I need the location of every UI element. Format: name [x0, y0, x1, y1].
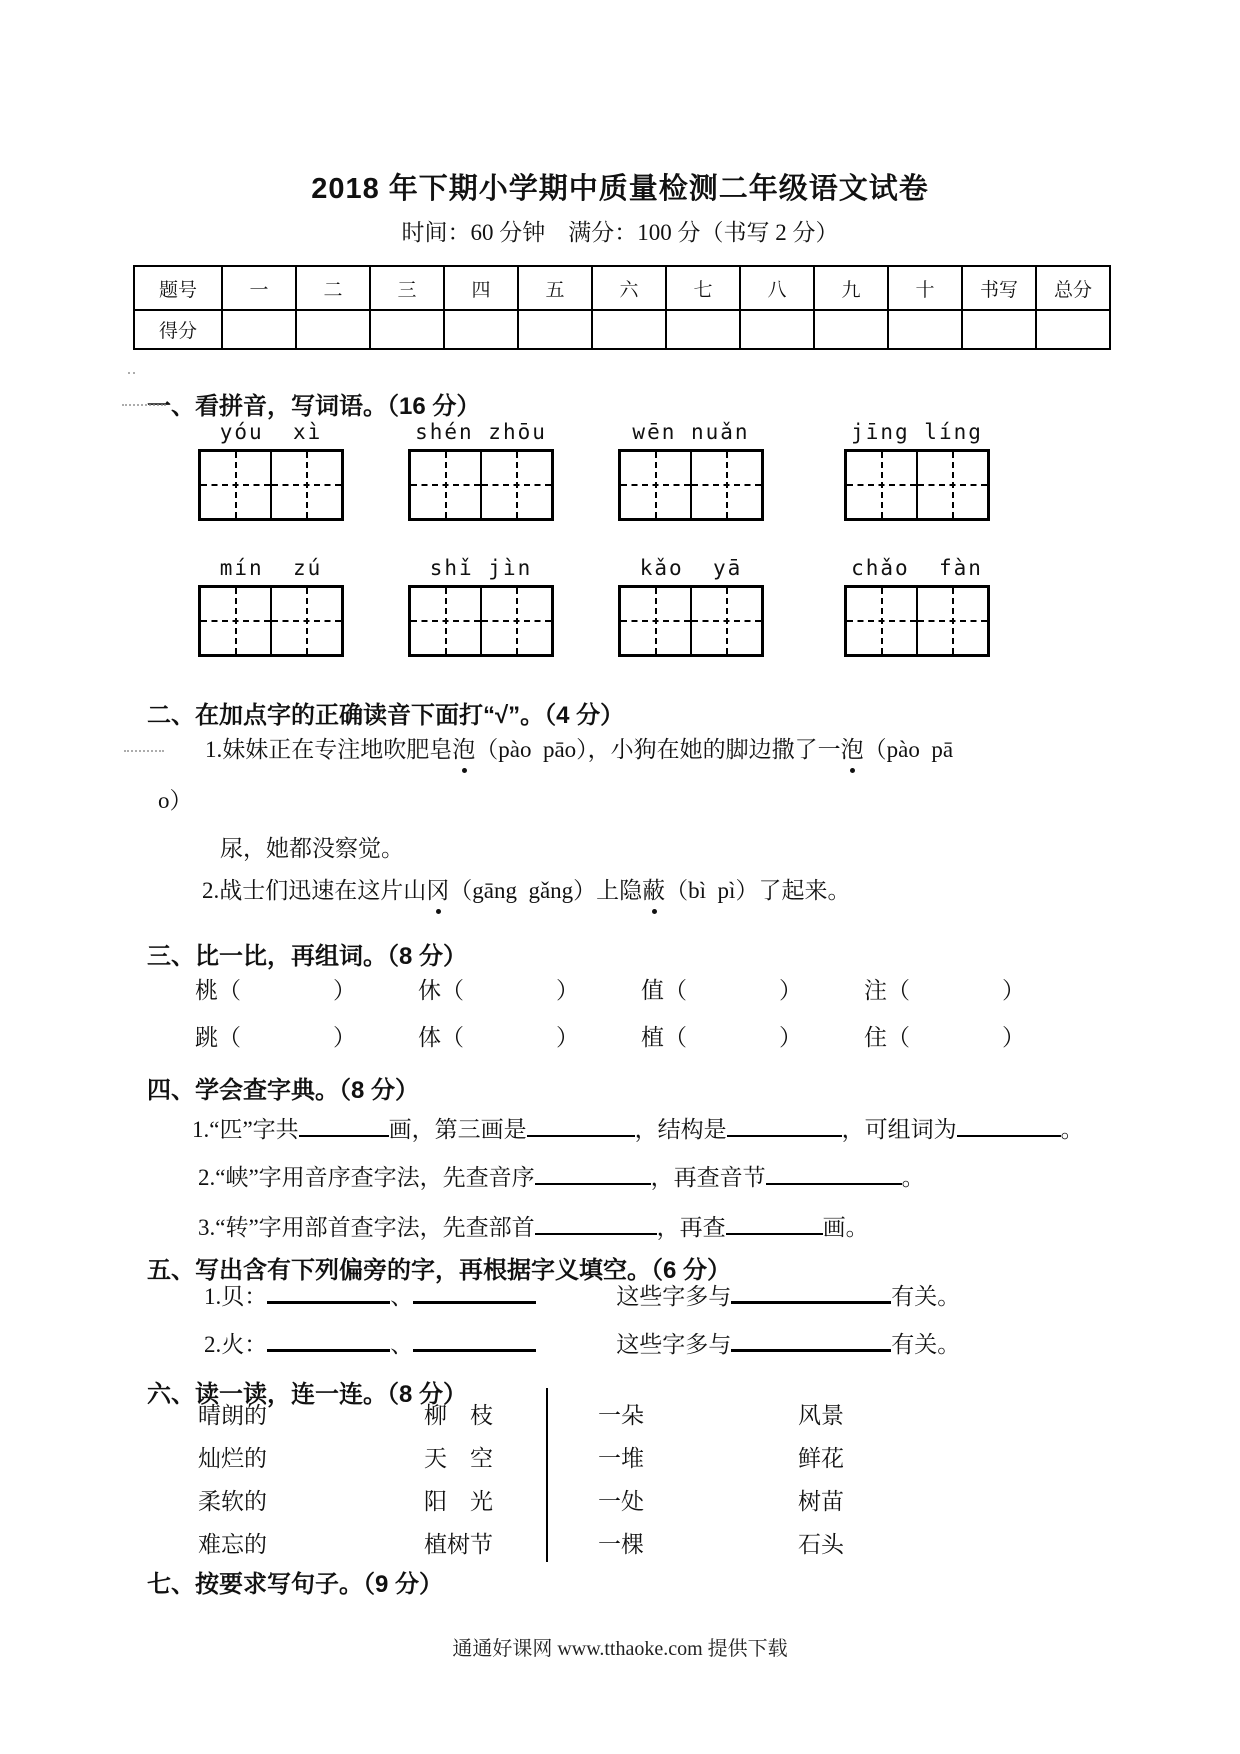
grid-cell	[690, 588, 761, 654]
question-line	[198, 1210, 869, 1243]
word-blank-item	[195, 976, 356, 1006]
pinyin-word-group	[618, 420, 764, 521]
question-line	[205, 735, 953, 765]
score-cell	[222, 310, 296, 349]
gap-spacer	[536, 1351, 616, 1352]
scan-artifact	[124, 750, 164, 752]
score-table-header-row	[134, 266, 1110, 310]
text-run: 跳（	[195, 1025, 241, 1050]
grid-cell	[201, 452, 270, 518]
score-cell	[666, 310, 740, 349]
score-cell	[814, 310, 888, 349]
match-word: 鲜花	[798, 1446, 844, 1471]
pinyin-label: chǎo fàn	[851, 556, 983, 580]
footer-text: 通通好课网 www.tthaoke.com 提供下载	[452, 1638, 788, 1660]
writing-grid	[198, 449, 344, 521]
section2-heading: 二、在加点字的正确读音下面打“√”。（4 分）	[147, 702, 625, 729]
blank-line	[726, 1210, 823, 1235]
score-cell	[592, 310, 666, 349]
writing-grid	[618, 449, 764, 521]
grid-cell	[690, 452, 761, 518]
score-cell	[444, 310, 518, 349]
blank-line	[957, 1112, 1061, 1137]
blank-line	[727, 1112, 842, 1137]
blank-line	[731, 1326, 891, 1352]
text-run: 。	[1060, 1117, 1084, 1142]
score-cell	[296, 310, 370, 349]
pinyin-grid-row-2	[120, 556, 990, 657]
pinyin-grid-row-1	[120, 420, 990, 521]
score-cell	[888, 310, 962, 349]
text-run: ）	[1002, 1025, 1025, 1050]
pinyin-label: mín zú	[219, 556, 323, 580]
text-run: 住（	[864, 1025, 910, 1050]
pinyin-label: jīng líng	[851, 420, 983, 444]
pinyin-label: shén zhōu	[415, 420, 547, 444]
grid-cell	[480, 588, 551, 654]
matching-right-group	[598, 1392, 918, 1564]
blank-line	[267, 1278, 390, 1304]
text-run: 休（	[418, 978, 464, 1003]
text-run: 有关。	[891, 1332, 961, 1357]
vertical-divider	[546, 1388, 548, 1562]
grid-cell	[411, 588, 480, 654]
text-run: 植（	[641, 1025, 687, 1050]
match-word: 难忘的	[198, 1532, 267, 1557]
grid-cell	[201, 588, 270, 654]
text-run: 这些字多与	[616, 1284, 732, 1309]
text-run: （gāng gǎng）上隐	[449, 878, 643, 903]
blank-line	[413, 1326, 536, 1352]
match-word: 一朵	[598, 1403, 644, 1428]
text-run: 1.妹妹正在专注地吹肥皂	[205, 737, 453, 762]
score-col-header: 三	[370, 266, 444, 310]
dotted-char: 蔽	[642, 876, 665, 906]
text-run: 2.战士们迅速在这片山	[202, 878, 427, 903]
text-run: 3.“转”字用部首查字法，先查部首	[198, 1215, 535, 1240]
pinyin-label: shǐ jìn	[429, 556, 533, 580]
section4-heading: 四、学会查字典。（8 分）	[147, 1077, 420, 1104]
dotted-char: 泡	[841, 735, 864, 765]
match-word: 天 空	[424, 1446, 493, 1471]
gap-spacer	[464, 1044, 556, 1045]
text-run: 画，第三画是	[388, 1117, 527, 1142]
text-run: （bì pì）了起来。	[665, 878, 851, 903]
blank-line	[527, 1112, 635, 1137]
match-word: 一棵	[598, 1532, 644, 1557]
word-pair-row	[195, 976, 1087, 1006]
text-run: ）	[556, 1025, 579, 1050]
writing-grid	[198, 585, 344, 657]
text-run: ）	[333, 978, 356, 1003]
gap-spacer	[687, 1044, 779, 1045]
text-run: 这些字多与	[616, 1332, 732, 1357]
blank-line	[766, 1160, 902, 1185]
text-run: ）	[556, 978, 579, 1003]
section3-heading: 三、比一比，再组词。（8 分）	[147, 943, 468, 970]
question-line	[198, 1160, 925, 1193]
match-word: 柔软的	[198, 1489, 267, 1514]
score-table-corner: 题号	[134, 266, 222, 310]
section5-heading: 五、写出含有下列偏旁的字，再根据字义填空。（6 分）	[147, 1257, 732, 1284]
text-run: 1.“匹”字共	[192, 1117, 299, 1142]
score-table	[133, 265, 1111, 350]
gap-spacer	[464, 997, 556, 998]
question-line-wrap	[158, 786, 193, 816]
text-run: ）	[1002, 978, 1025, 1003]
score-col-header: 六	[592, 266, 666, 310]
page-title: 2018 年下期小学期中质量检测二年级语文试卷	[311, 173, 929, 205]
text-run: ）	[779, 978, 802, 1003]
grid-cell	[916, 588, 987, 654]
gap-spacer	[241, 997, 333, 998]
score-col-header: 九	[814, 266, 888, 310]
blank-line	[267, 1326, 390, 1352]
word-blank-item	[641, 976, 802, 1006]
question-line	[192, 1112, 1084, 1145]
question-line	[202, 876, 850, 906]
blank-line	[535, 1160, 651, 1185]
blank-line	[413, 1278, 536, 1304]
question-line	[204, 1326, 960, 1360]
score-row-label: 得分	[134, 310, 222, 349]
gap-spacer	[910, 997, 1002, 998]
pinyin-label: kǎo yā	[639, 556, 743, 580]
score-col-header: 五	[518, 266, 592, 310]
score-col-header: 二	[296, 266, 370, 310]
writing-grid	[618, 585, 764, 657]
text-run: ）	[779, 1025, 802, 1050]
question-line	[204, 1278, 960, 1312]
score-col-header: 书写	[962, 266, 1036, 310]
pinyin-word-group	[408, 556, 554, 657]
match-word: 灿烂的	[198, 1446, 267, 1471]
score-col-header: 八	[740, 266, 814, 310]
score-col-header: 四	[444, 266, 518, 310]
pinyin-label: yóu xì	[219, 420, 323, 444]
text-run: 注（	[864, 978, 910, 1003]
gap-spacer	[241, 1044, 333, 1045]
score-cell	[370, 310, 444, 349]
grid-cell	[480, 452, 551, 518]
section6-heading: 六、读一读，连一连。（8 分）	[147, 1381, 468, 1408]
text-run: 画。	[822, 1215, 869, 1240]
pinyin-word-group	[844, 420, 990, 521]
word-blank-item	[418, 976, 579, 1006]
score-cell	[518, 310, 592, 349]
gap-spacer	[687, 997, 779, 998]
text-run: o）	[158, 788, 193, 813]
dotted-char: 泡	[452, 735, 475, 765]
score-cell	[1036, 310, 1110, 349]
pinyin-word-group	[198, 556, 344, 657]
text-run: 体（	[418, 1025, 464, 1050]
grid-cell	[847, 588, 916, 654]
dotted-char: 冈	[426, 876, 449, 906]
grid-cell	[411, 452, 480, 518]
writing-grid	[844, 449, 990, 521]
match-word: 一处	[598, 1489, 644, 1514]
text-run: ，再查	[656, 1215, 726, 1240]
score-table-score-row	[134, 310, 1110, 349]
pinyin-label: wēn nuǎn	[632, 420, 750, 444]
match-word: 阳 光	[424, 1489, 493, 1514]
text-run: （pào pā	[863, 737, 954, 762]
grid-cell	[916, 452, 987, 518]
match-word: 柳 枝	[424, 1403, 493, 1428]
text-run: 2.“峡”字用音序查字法，先查音序	[198, 1165, 535, 1190]
pinyin-word-group	[198, 420, 344, 521]
match-word: 石头	[798, 1532, 844, 1557]
text-run: 、	[390, 1332, 414, 1357]
word-blank-item	[864, 1023, 1025, 1053]
grid-cell	[270, 588, 341, 654]
score-cell	[962, 310, 1036, 349]
word-blank-item	[864, 976, 1025, 1006]
matching-left-group	[198, 1392, 546, 1564]
text-run: 有关。	[891, 1284, 961, 1309]
text-run: （pào pāo），小狗在她的脚边撒了一	[475, 737, 841, 762]
match-word: 晴朗的	[198, 1403, 267, 1428]
blank-line	[731, 1278, 891, 1304]
score-col-header: 十	[888, 266, 962, 310]
text-run: 。	[901, 1165, 925, 1190]
section7-heading: 七、按要求写句子。（9 分）	[147, 1571, 444, 1598]
score-cell	[740, 310, 814, 349]
exam-subtitle: 时间：60 分钟 满分：100 分（书写 2 分）	[401, 220, 839, 245]
word-pair-row	[195, 1023, 1087, 1053]
blank-line	[299, 1112, 389, 1137]
gap-spacer	[536, 1303, 616, 1304]
pinyin-word-group	[844, 556, 990, 657]
grid-cell	[270, 452, 341, 518]
pinyin-word-group	[618, 556, 764, 657]
text-run: ，再查音节	[650, 1165, 766, 1190]
text-run: 、	[390, 1284, 414, 1309]
text-run: ，结构是	[634, 1117, 727, 1142]
word-blank-item	[641, 1023, 802, 1053]
section1-heading: 一、看拼音，写词语。（16 分）	[147, 393, 481, 420]
text-run: 2.火：	[204, 1332, 268, 1357]
blank-line	[535, 1210, 657, 1235]
pinyin-word-group	[408, 420, 554, 521]
writing-grid	[844, 585, 990, 657]
scan-artifact	[122, 404, 166, 406]
grid-cell	[621, 588, 690, 654]
text-run: 值（	[641, 978, 687, 1003]
gap-spacer	[910, 1044, 1002, 1045]
writing-grid	[408, 449, 554, 521]
match-word: 树苗	[798, 1489, 844, 1514]
text-run: ）	[333, 1025, 356, 1050]
text-run: 1.贝：	[204, 1284, 268, 1309]
score-col-header: 七	[666, 266, 740, 310]
word-blank-item	[195, 1023, 356, 1053]
text-run: ，可组词为	[841, 1117, 957, 1142]
matching-exercise	[198, 1392, 918, 1564]
text-run: 尿，她都没察觉。	[220, 836, 404, 861]
scan-artifact	[128, 372, 135, 374]
grid-cell	[621, 452, 690, 518]
match-word: 风景	[798, 1403, 844, 1428]
question-line-wrap	[220, 834, 404, 864]
match-word: 植树节	[424, 1532, 493, 1557]
word-blank-item	[418, 1023, 579, 1053]
writing-grid	[408, 585, 554, 657]
match-word: 一堆	[598, 1446, 644, 1471]
score-col-header: 一	[222, 266, 296, 310]
score-col-header: 总分	[1036, 266, 1110, 310]
grid-cell	[847, 452, 916, 518]
text-run: 桃（	[195, 978, 241, 1003]
